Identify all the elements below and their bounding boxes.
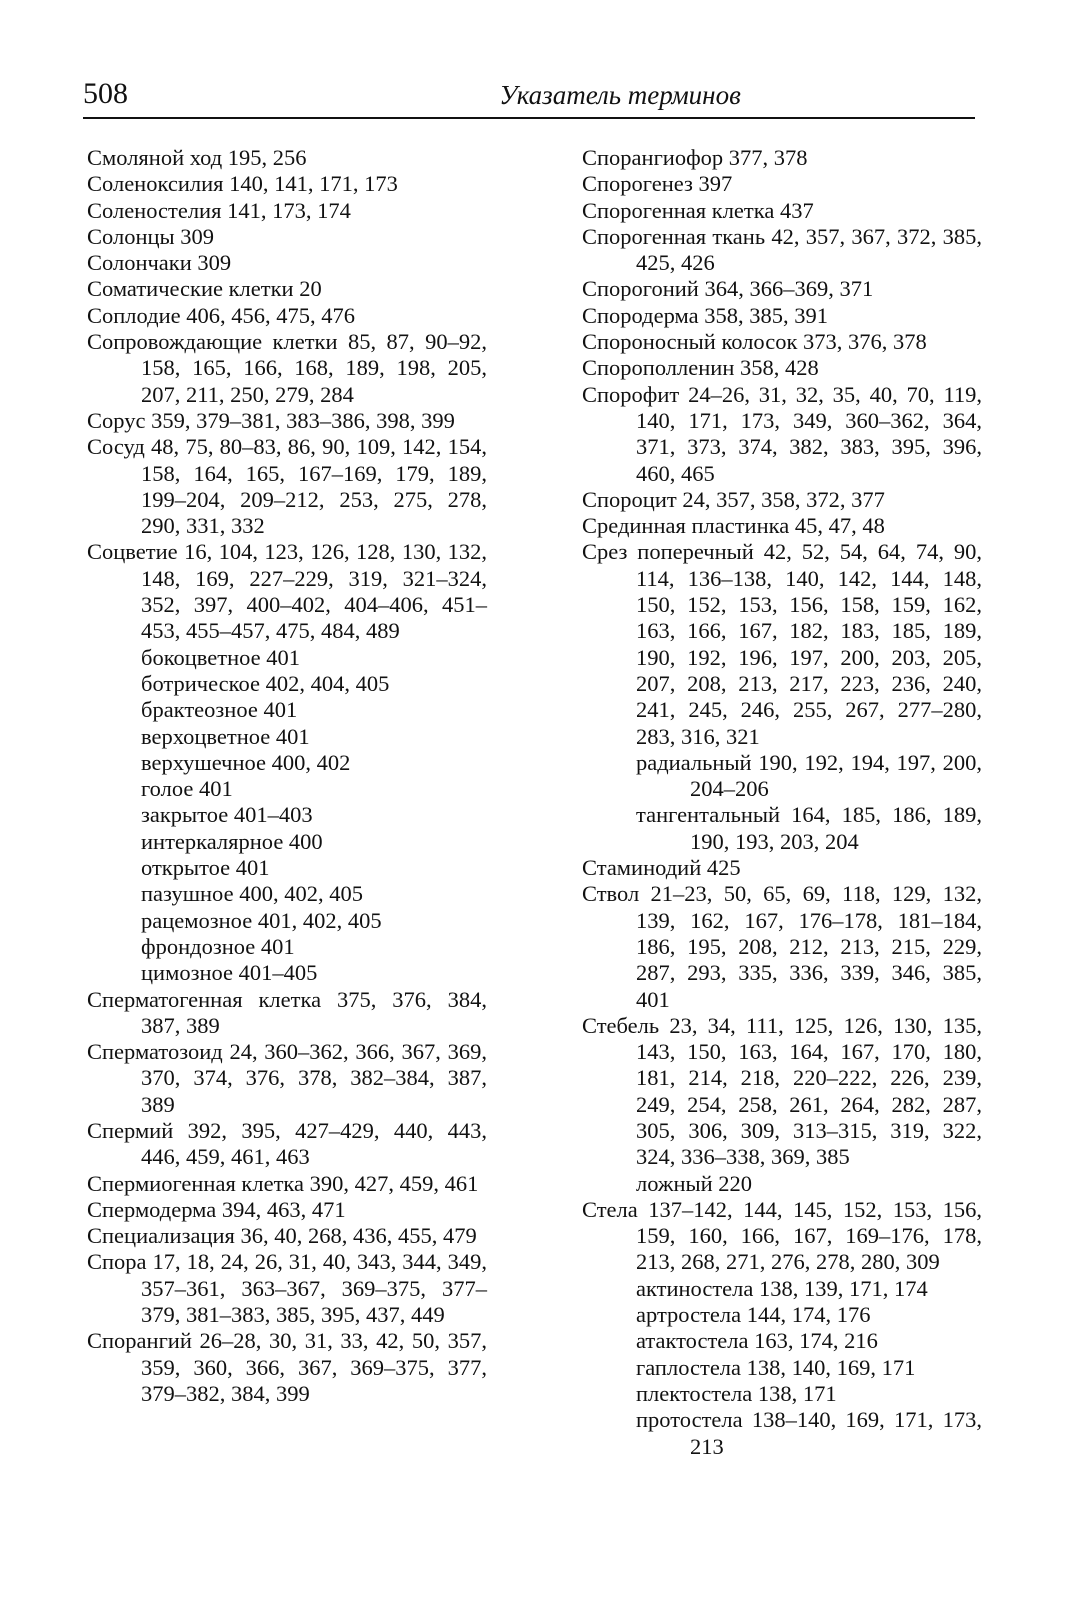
index-column-left	[87, 145, 487, 1407]
page-number: 508	[83, 77, 128, 110]
index-subentry: плектостела 138, 171	[636, 1380, 837, 1406]
index-entry: Спороцит 24, 357, 358, 372, 377	[582, 486, 885, 512]
index-subentry: радиальный 190, 192, 194, 197, 200, 204–206	[636, 749, 982, 802]
index-entry: Стебель 23, 34, 111, 125, 126, 130, 135, 143, 150, 163, 164, 167, 170, 180, 181, 214, 218, 220–222, 226, 239, 249, 254, 258, 261, 264, 282, 287, 305, 306, 309, 313–315, 319, 322, 324, 336–338, 369, 385	[582, 1012, 982, 1170]
index-entry: Спорангиофор 377, 378	[582, 145, 808, 170]
index-subentry: верхоцветное 401	[141, 723, 310, 749]
index-subentry: атактостела 163, 174, 216	[636, 1328, 878, 1354]
index-entry: Спермодерма 394, 463, 471	[87, 1196, 346, 1222]
index-entry: Спорогенная ткань 42, 357, 367, 372, 385, 425, 426	[582, 223, 982, 276]
index-subentry: верхушечное 400, 402	[141, 749, 351, 775]
index-subentry: гаплостела 138, 140, 169, 171	[636, 1354, 916, 1380]
index-entry: Солонцы 309	[87, 223, 215, 249]
index-entry: Сперматогенная клетка 375, 376, 384, 387, 389	[87, 986, 487, 1038]
index-entry: Сперматозоид 24, 360–362, 366, 367, 369, 370, 374, 376, 378, 382–384, 387, 389	[87, 1039, 487, 1117]
index-entry: Спорогенная клетка 437	[582, 197, 814, 223]
index-entry: Спора 17, 18, 24, 26, 31, 40, 343, 344, 349, 357–361, 363–367, 369–375, 377–379, 381–383, 385, 395, 437, 449	[87, 1249, 487, 1328]
index-subentry: актиностела 138, 139, 171, 174	[636, 1275, 928, 1301]
index-entry: Спорогенез 397	[582, 171, 733, 197]
index-subentry: пазушное 400, 402, 405	[141, 881, 363, 907]
index-entry: Стаминодий 425	[582, 855, 741, 881]
index-entry: Сосуд 48, 75, 80–83, 86, 90, 109, 142, 154, 158, 164, 165, 167–169, 179, 189, 199–204, 209–212, 253, 275, 278, 290, 331, 332	[87, 434, 487, 539]
index-entry: Соплодие 406, 456, 475, 476	[87, 302, 355, 328]
index-entry: Срез поперечный 42, 52, 54, 64, 74, 90, 114, 136–138, 140, 142, 144, 148, 150, 152, 153, 156, 158, 159, 162, 163, 166, 167, 182, 183, 185, 189, 190, 192, 196, 197, 200, 203, 205, 207, 208, 213, 217, 223, 236, 240, 241, 245, 246, 255, 267, 277–280, 283, 316, 321	[582, 539, 982, 749]
header-rule	[83, 117, 975, 119]
index-entry: Специализация 36, 40, 268, 436, 455, 479	[87, 1223, 477, 1249]
index-entry: Спермиогенная клетка 390, 427, 459, 461	[87, 1170, 479, 1196]
index-entry: Сопровождающие клетки 85, 87, 90–92, 158, 165, 166, 168, 189, 198, 205, 207, 211, 250, 279, 284	[87, 329, 487, 407]
index-entry: Соцветие 16, 104, 123, 126, 128, 130, 132, 148, 169, 227–229, 319, 321–324, 352, 397, 400–402, 404–406, 451–453, 455–457, 475, 484, 489	[87, 539, 487, 644]
index-subentry: ботрическое 402, 404, 405	[141, 670, 390, 696]
index-subentry: голое 401	[141, 776, 233, 802]
index-subentry: интеркалярное 400	[141, 828, 323, 854]
index-entry: Спорофит 24–26, 31, 32, 35, 40, 70, 119, 140, 171, 173, 349, 360–362, 364, 371, 373, 374, 382, 383, 395, 396, 460, 465	[582, 381, 982, 486]
index-subentry: тангентальный 164, 185, 186, 189, 190, 193, 203, 204	[636, 802, 982, 854]
index-subentry: фрондозное 401	[141, 933, 295, 959]
index-subentry: артростела 144, 174, 176	[636, 1302, 871, 1328]
index-subentry: открытое 401	[141, 855, 270, 881]
index-subentry: ложный 220	[636, 1170, 753, 1196]
index-entry: Смоляной ход 195, 256	[87, 145, 307, 170]
index-subentry: протостела 138–140, 169, 171, 173, 213	[636, 1407, 982, 1459]
index-subentry: цимозное 401–405	[141, 960, 318, 986]
running-title: Указатель терминов	[499, 80, 741, 110]
index-entry: Спорогоний 364, 366–369, 371	[582, 276, 874, 302]
index-subentry: закрытое 401–403	[141, 802, 313, 828]
index-entry: Соленоксилия 140, 141, 171, 173	[87, 171, 398, 197]
index-subentry: бокоцветное 401	[141, 644, 301, 670]
index-entry: Спороносный колосок 373, 376, 378	[582, 329, 927, 355]
index-entry: Спородерма 358, 385, 391	[582, 302, 828, 328]
index-subentry: рацемозное 401, 402, 405	[141, 907, 382, 933]
index-entry: Ствол 21–23, 50, 65, 69, 118, 129, 132, 139, 162, 167, 176–178, 181–184, 186, 195, 208, 212, 213, 215, 229, 287, 293, 335, 336, 339, 346, 385, 401	[582, 881, 982, 1012]
index-column-right	[582, 145, 982, 1460]
index-entry: Спермий 392, 395, 427–429, 440, 443, 446, 459, 461, 463	[87, 1117, 487, 1170]
index-subentry: брактеозное 401	[141, 697, 298, 723]
index-entry: Спорополленин 358, 428	[582, 355, 819, 381]
index-entry: Солончаки 309	[87, 250, 232, 276]
index-entry: Спорангий 26–28, 30, 31, 33, 42, 50, 357, 359, 360, 366, 367, 369–375, 377, 379–382, 384, 399	[87, 1328, 487, 1406]
index-entry: Стела 137–142, 144, 145, 152, 153, 156, 159, 160, 166, 167, 169–176, 178, 213, 268, 271, 276, 278, 280, 309	[582, 1196, 982, 1275]
index-entry: Срединная пластинка 45, 47, 48	[582, 513, 885, 539]
index-entry: Соленостелия 141, 173, 174	[87, 197, 351, 223]
index-entry: Соматические клетки 20	[87, 276, 322, 302]
index-entry: Сорус 359, 379–381, 383–386, 398, 399	[87, 407, 455, 433]
